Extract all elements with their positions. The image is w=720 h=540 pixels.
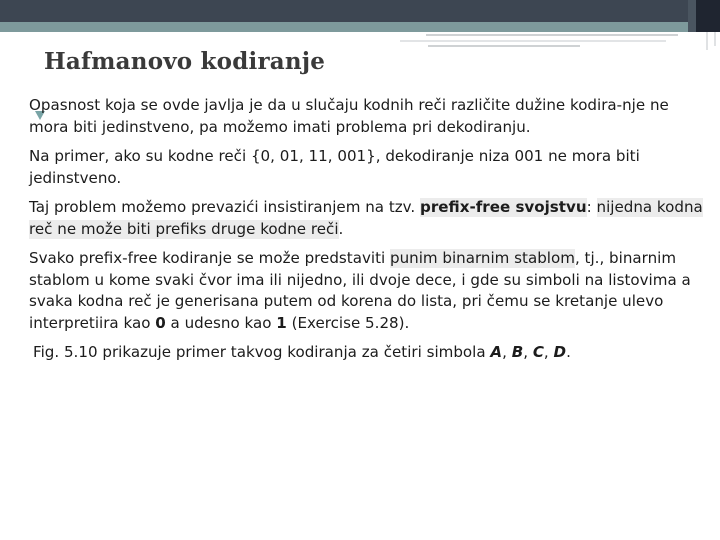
header-corner-block-inner <box>688 0 696 32</box>
prefix-free-definition: nijedna kodna reč ne može biti prefiks druge kodne reči <box>29 198 703 238</box>
bit-one: 1 <box>276 313 287 332</box>
symbol-b: B <box>511 343 524 361</box>
paragraph-ambiguity: Opasnost koja se ovde javlja je da u slučaju kodnih reči različite dužine kodira-nje ne mora biti jedinstveno, pa možemo imati problema pri dekodiranju. <box>29 96 669 136</box>
paragraph-example: Na primer, ako su kodne reči {0, 01, 11, 001}, dekodiranje niza 001 ne mora biti jedinstveno. <box>29 147 640 187</box>
symbol-a: A <box>490 343 503 361</box>
bit-zero: 0 <box>155 313 166 332</box>
slide-title: Hafmanovo kodiranje <box>44 48 326 75</box>
header-accent-band <box>0 22 720 32</box>
symbol-d: D <box>553 343 567 361</box>
paragraph-binary-tree: Svako prefix-free kodiranje se može predstaviti punim binarnim stablom, tj., binarnim stablom u kome svaki čvor ima ili nijedno, ili dvoje dece, i gde su simboli na listovima a svaka kodna reč je generisana putem od korena do lista, pri čemu se kretanje ulevo interpretiira kao 0 a udesno kao 1 (Exercise 5.28). <box>29 249 691 332</box>
term-full-binary-tree: punim binarnim stablom <box>389 249 575 267</box>
slide-body <box>29 95 705 372</box>
header-band <box>0 0 720 22</box>
term-prefix-free: prefix-free svojstvu <box>420 198 587 216</box>
header-corner-block <box>696 0 720 32</box>
paragraph-figure-reference: Fig. 5.10 prikazuje primer takvog kodiranja za četiri simbola A, B, C, D. <box>33 343 571 361</box>
symbol-c: C <box>532 343 544 361</box>
paragraph-prefix-free: Taj problem možemo prevazići insistiranjem na tzv. prefix-free svojstvu: nijedna kodna reč ne može biti prefiks druge kodne reči. <box>29 198 703 238</box>
